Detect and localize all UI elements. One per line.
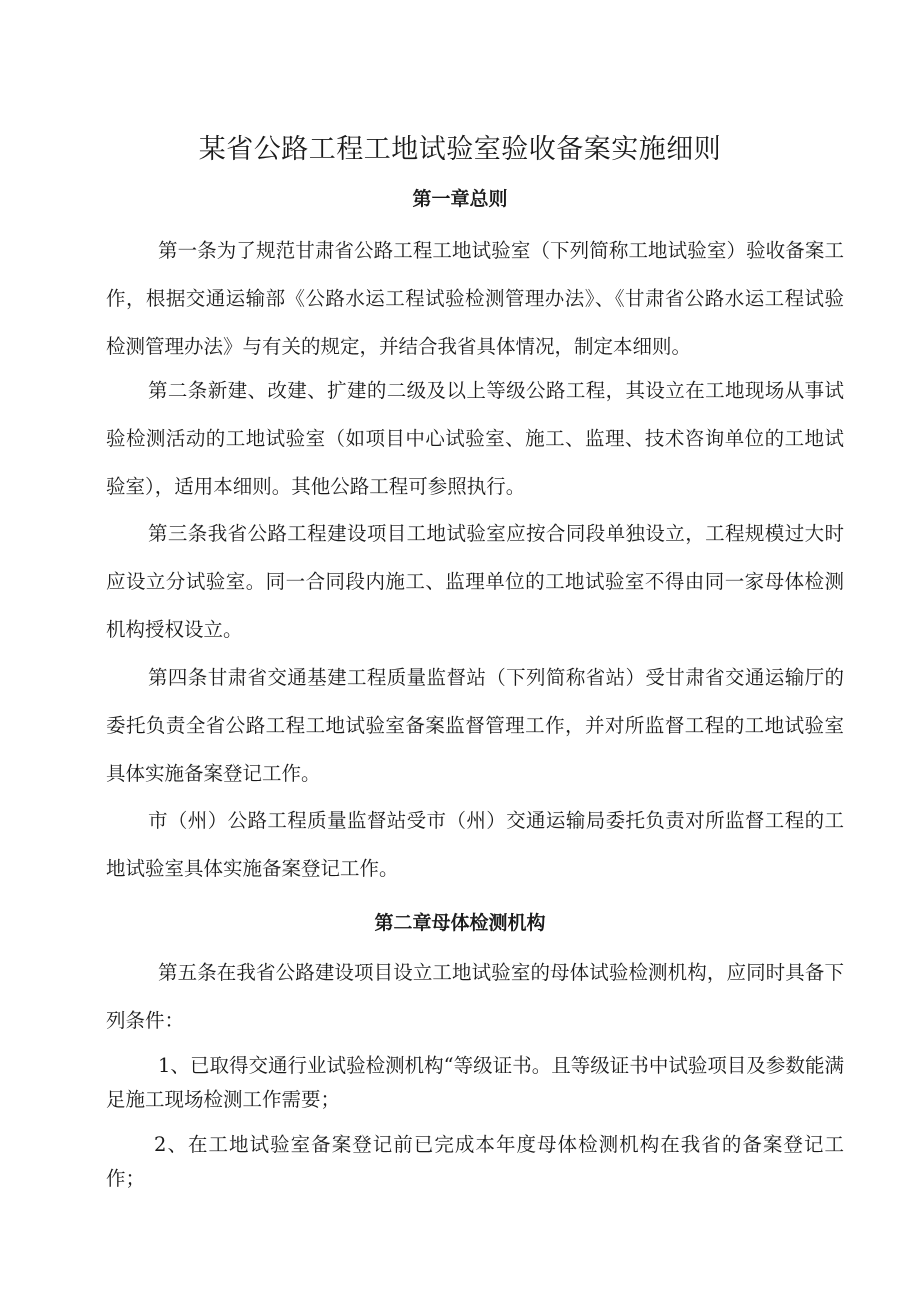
article-2: 第二条新建、改建、扩建的二级及以上等级公路工程，其设立在工地现场从事试验检测活动的工地试验室（如项目中心试验室、施工、监理、技术咨询单位的工地试验室），适用本细则。其他公路工程可参照执行。 [106, 379, 844, 498]
chapter-2-heading: 第二章母体检测机构 [374, 912, 546, 934]
condition-item-2: 2、在工地试验室备案登记前已完成本年度母体检测机构在我省的备案登记工作； [106, 1133, 844, 1190]
article-1: 第一条为了规范甘肃省公路工程工地试验室（下列简称工地试验室）验收备案工作，根据交通运输部《公路水运工程试验检测管理办法》、《甘肃省公路水运工程试验检测管理办法》与有关的规定，并结合我省具体情况，制定本细则。 [106, 239, 844, 358]
article-3: 第三条我省公路工程建设项目工地试验室应按合同段单独设立，工程规模过大时应设立分试验室。同一合同段内施工、监理单位的工地试验室不得由同一家母体检测机构授权设立。 [106, 522, 844, 641]
chapter-1-heading: 第一章总则 [412, 188, 508, 210]
article-4-supplement: 市（州）公路工程质量监督站受市（州）交通运输局委托负责对所监督工程的工地试验室具体实施备案登记工作。 [106, 809, 844, 880]
article-5: 第五条在我省公路建设项目设立工地试验室的母体试验检测机构，应同时具备下列条件： [106, 961, 844, 1032]
condition-item-1: 1、已取得交通行业试验检测机构“等级证书。且等级证书中试验项目及参数能满足施工现场检测工作需要； [106, 1054, 844, 1111]
document-title: 某省公路工程工地试验室验收备案实施细则 [198, 134, 722, 165]
article-4: 第四条甘肃省交通基建工程质量监督站（下列简称省站）受甘肃省交通运输厅的委托负责全省公路工程工地试验室备案监督管理工作，并对所监督工程的工地试验室具体实施备案登记工作。 [106, 666, 844, 785]
